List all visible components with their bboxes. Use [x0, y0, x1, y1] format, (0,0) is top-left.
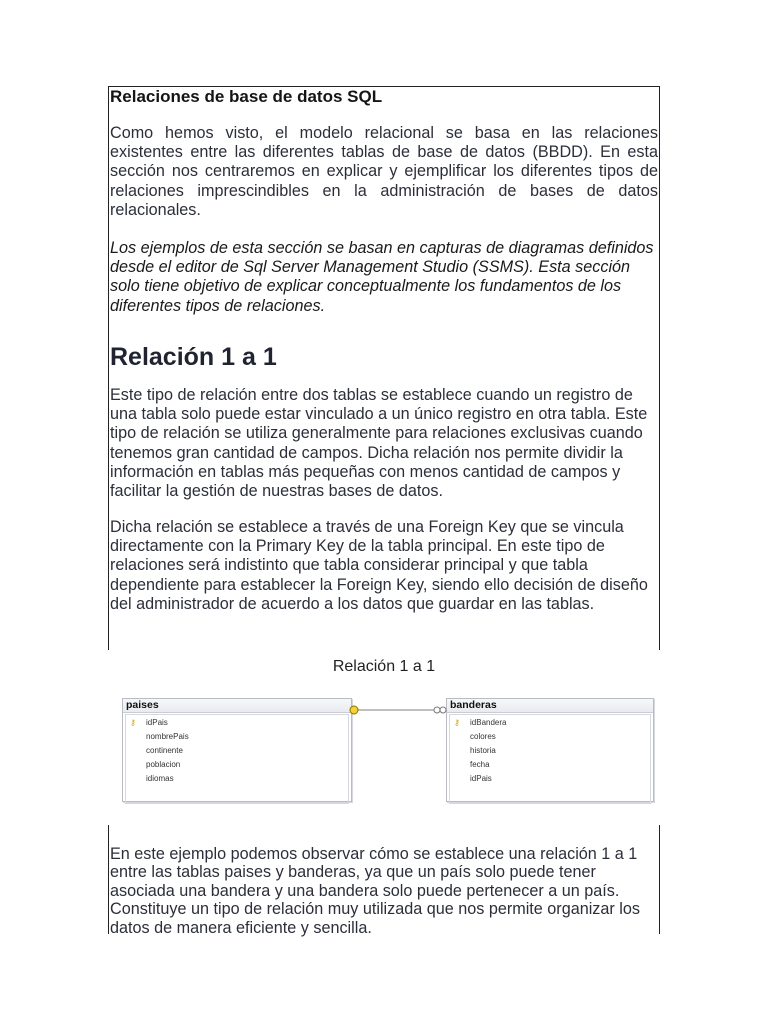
field-row: poblacion: [146, 760, 181, 769]
diagram-title: Relación 1 a 1: [332, 658, 436, 675]
field-row: nombrePais: [146, 732, 189, 741]
italic-note: Los ejemplos de esta sección se basan en capturas de diagramas definidos desde el editor de Sql Server Management Studio (SSMS). Esta sección solo tiene objetivo de explicar conceptualmente los fundamentos de los diferentes tipos de relaciones.: [110, 239, 654, 315]
table-paises-fields: [125, 714, 349, 804]
document-title: Relaciones de base de datos SQL: [110, 87, 383, 106]
field-row: colores: [470, 732, 496, 741]
key-endpoint-icon: [350, 706, 358, 714]
table-paises: [122, 698, 352, 802]
intro-paragraph: Como hemos visto, el modelo relacional se basa en las relaciones existentes entre las diferentes tablas de base de datos (BBDD). En esta sección nos centraremos en explicar y ejemplificar los diferentes tipos de relaciones imprescindibles en la administración de bases de datos relacionales.: [110, 124, 658, 219]
field-row: idiomas: [146, 774, 174, 783]
field-row: idPais: [470, 774, 492, 783]
field-row: idPais: [146, 718, 168, 727]
key-icon: ⚷: [130, 718, 136, 727]
field-row: continente: [146, 746, 183, 755]
relationship-connector: [340, 700, 452, 720]
key-icon: ⚷: [454, 718, 460, 727]
paragraph-one: Este tipo de relación entre dos tablas se establece cuando un registro de una tabla solo puede estar vinculado a un único registro en otra tabla. Este tipo de relación se utiliza generalmente para relaciones exclusivas cuando tenemos gran cantidad de campos. Dicha relación nos permite dividir la información en tablas más pequeñas con menos cantidad de campos y facilitar la gestión de nuestras bases de datos.: [110, 386, 648, 501]
infinity-endpoint-icon: [434, 707, 440, 713]
field-row: idBandera: [470, 718, 507, 727]
table-banderas-fields: [449, 714, 651, 804]
field-row: fecha: [470, 760, 490, 769]
field-row: historia: [470, 746, 496, 755]
table-banderas-name: banderas: [447, 699, 653, 713]
section-heading: Relación 1 a 1: [110, 343, 277, 371]
paragraph-three: En este ejemplo podemos observar cómo se establece una relación 1 a 1 entre las tablas paises y banderas, ya que un país solo puede tener asociada una bandera y una bandera solo puede pertenecer a un país. Constituye un tipo de relación muy utilizada que nos permite organizar los datos de manera eficiente y sencilla.: [110, 845, 640, 937]
table-banderas: [446, 698, 654, 802]
table-paises-name: paises: [123, 699, 351, 713]
paragraph-two: Dicha relación se establece a través de una Foreign Key que se vincula directamente con la Primary Key de la tabla principal. En este tipo de relaciones será indistinto que tabla considerar principal y que tabla dependiente para establecer la Foreign Key, siendo ello decisión de diseño del administrador de acuerdo a los datos que guardar en las tablas.: [110, 518, 648, 613]
